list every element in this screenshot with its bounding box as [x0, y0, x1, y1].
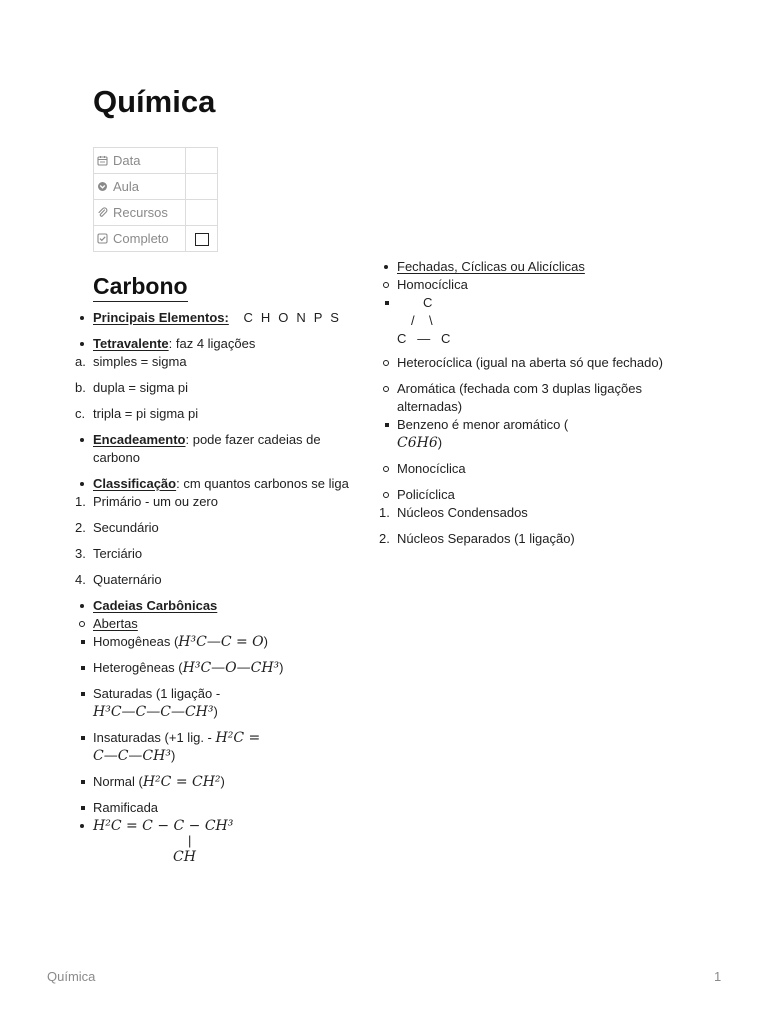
property-label: Recursos — [113, 205, 168, 220]
list-item-heterociclica: Heterocíclica (igual na aberta só que fechado) — [397, 354, 687, 372]
properties-table — [93, 147, 218, 252]
formula: C6H6 — [397, 435, 438, 451]
principais-value: C H O N P S — [243, 310, 342, 325]
property-label: Aula — [113, 179, 140, 194]
circle-chevron-icon — [97, 181, 109, 192]
formula: C—C—CH³ — [93, 748, 171, 764]
list-item-abertas: Abertas Homogêneas (H³C—C = O) Heterogêneas (H³C—O—CH³) Saturadas (1 ligação - H³C—C—C—CH³) Insaturadas (+1 lig. - H²C = C—C—CH³) Normal (H²C = CH²) Ramificada H²C = C − C − CH³ | CH — [93, 615, 368, 867]
ring-diagram: C / \ C — C — [397, 295, 451, 346]
property-value-aula[interactable] — [186, 174, 218, 200]
property-label: Completo — [113, 231, 169, 246]
branched-chain-formula: H²C = C − C − CH³ | CH — [93, 818, 234, 865]
list-item-homogeneas: Homogêneas (H³C—C = O) — [93, 633, 368, 651]
paperclip-icon — [97, 207, 109, 218]
formula: H²C = CH² — [142, 774, 221, 790]
list-item-classificacao: Classificação: cm quantos carbonos se liga 1. Primário - um ou zero 2. Secundário 3. Terciário 4. Quaternário — [93, 475, 368, 589]
property-label: Data — [113, 153, 141, 168]
list-item-insaturadas: Insaturadas (+1 lig. - H²C = C—C—CH³) — [93, 729, 368, 765]
page-number: 1 — [714, 969, 722, 984]
list-item-tetravalente: Tetravalente: faz 4 ligações a. simples = sigma b. dupla = sigma pi c. tripla = pi sigma pi — [93, 335, 368, 423]
property-row-completo[interactable] — [94, 226, 218, 252]
list-item-heterogeneas: Heterogêneas (H³C—O—CH³) — [93, 659, 368, 677]
list-item: 4. Quaternário — [93, 571, 368, 589]
list-item: 3. Terciário — [93, 545, 368, 563]
list-item: c. tripla = pi sigma pi — [93, 405, 368, 423]
list-item-aromatica: Aromática (fechada com 3 duplas ligações alternadas) Benzeno é menor aromático ( C6H6) — [397, 380, 687, 452]
property-row-recursos[interactable] — [94, 200, 218, 226]
formula: H³C—C—C—CH³ — [93, 704, 214, 720]
right-column — [397, 258, 687, 556]
list-item: 2. Secundário — [93, 519, 368, 537]
list-item-ramificada: Ramificada H²C = C − C − CH³ | CH — [93, 799, 368, 867]
list-item: 1. Núcleos Condensados — [397, 504, 687, 522]
principais-label: Principais Elementos: — [93, 310, 229, 325]
list-item: b. dupla = sigma pi — [93, 379, 368, 397]
list-item: 2. Núcleos Separados (1 ligação) — [397, 530, 687, 548]
list-item: 1. Primário - um ou zero — [93, 493, 368, 511]
footer-title: Química — [47, 969, 96, 984]
formula: H³C—C = O — [178, 634, 264, 650]
list-item-policiclica: Policíclica 1. Núcleos Condensados 2. Núcleos Separados (1 ligação) — [397, 486, 687, 548]
list-item-fechadas: Fechadas, Cíclicas ou Alicíclicas Homocíclica C / \ C — C Heterocíclica (igual na aberta só que fechado) Aromática (fechada com 3 duplas ligações alternadas) Benzeno é menor aromático ( C6H6) Monocíclica Policíclica 1. Núcleos Condensados 2. Núcleos Separados (1 ligação) — [397, 258, 687, 548]
list-item-cadeias: Cadeias Carbônicas Abertas Homogêneas (H³C—C = O) Heterogêneas (H³C—O—CH³) Saturadas (1 ligação - H³C—C—C—CH³) Insaturadas (+1 lig. - H²C = C—C—CH³) Normal (H²C = CH²) Ramificada H²C = C − C − CH³ | CH — [93, 597, 368, 867]
list-item-principais — [93, 309, 368, 327]
property-value-data[interactable] — [186, 148, 218, 174]
list-item-encadeamento: Encadeamento: pode fazer cadeias de carbono — [93, 431, 368, 467]
property-row-data[interactable] — [94, 148, 218, 174]
property-value-recursos[interactable] — [186, 200, 218, 226]
checkbox-icon — [97, 233, 109, 244]
list-item: a. simples = sigma — [93, 353, 368, 371]
section-heading: Carbono — [93, 272, 188, 302]
list-item-benzeno: Benzeno é menor aromático ( C6H6) — [397, 416, 687, 452]
list-item-homociclica: Homocíclica C / \ C — C — [397, 276, 687, 346]
completo-checkbox[interactable] — [195, 233, 209, 246]
list-item-saturadas: Saturadas (1 ligação - H³C—C—C—CH³) — [93, 685, 368, 721]
property-row-aula[interactable] — [94, 174, 218, 200]
formula: H²C = — [215, 730, 261, 746]
list-item-ring — [397, 294, 687, 346]
left-column — [93, 309, 368, 875]
calendar-icon — [97, 155, 109, 166]
page-title: Química — [93, 84, 216, 119]
list-item-ramificada-formula — [93, 817, 368, 867]
formula: H³C—O—CH³ — [182, 660, 280, 676]
list-item-monociclica: Monocíclica — [397, 460, 687, 478]
list-item-normal: Normal (H²C = CH²) — [93, 773, 368, 791]
